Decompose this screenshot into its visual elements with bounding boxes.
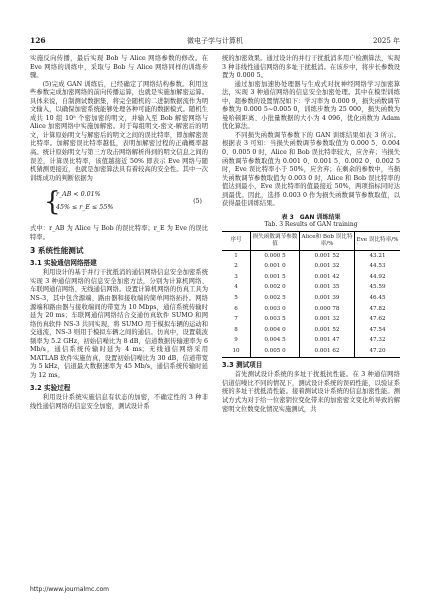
- table-caption-zh: 表 3 GAN 训练结果: [281, 213, 341, 221]
- table-cell: 3: [234, 273, 238, 280]
- table-cell: 45.59: [355, 283, 401, 294]
- footer-url[interactable]: http://www.journalmc.com: [30, 586, 109, 593]
- table-cell: 0.001 52: [300, 325, 355, 336]
- gan-results-table: [222, 231, 400, 358]
- page-number: 126: [30, 36, 46, 45]
- table-header-index: 序号: [222, 231, 251, 250]
- table-cell: 0.000 78: [300, 304, 355, 315]
- table-cell: 0.001 39: [300, 293, 355, 304]
- table-cell: 0.001 32: [300, 314, 355, 325]
- table-caption-en: Tab. 3 Results of GAN training: [264, 221, 358, 229]
- table-row: [222, 283, 400, 294]
- left-paragraph-2: (5)完成 GAN 训练后，已经确定了网络结构参数。利用这些参数完成加密网络的前向传播运算，也就是实施加解密运算。具体来说，自制测试数据集，将完全随机的二进制数据流作为明文输入，以确保加密系统能够处理各种可能的数据模式。随机生成共 10 组 10⁵ 个密加密的明文，并输入至 Bob 解密网络与 Alice 加密网络中实施加解密。对于每组明文-密文-解密后的明文，计算原始明文与解密后的明文之间的误比特率，即加解密误比特率。加解密误比特率越低，表明加解密过程的正确概率越高。统计原始明文与第三方攻击网络解析得到的明文信息之间的误差，计算误比特率，该值越接近 50% 即表示 Eve 网络与随机猜测更接近，也就是加密算法具有着较高的安全性。其中一次训练成功的判断依据为: [30, 80, 208, 182]
- table-row: [222, 293, 400, 304]
- table-cell: 9: [234, 337, 238, 344]
- table-cell: 0.002 5: [251, 293, 300, 304]
- equation-condition-1: r_AB < 0.01%: [56, 191, 101, 199]
- table-row: [222, 261, 400, 272]
- table-cell: 1: [234, 252, 238, 259]
- table-cell: 0.001 35: [300, 283, 355, 294]
- table-header-eve-ber: Eve 误比特率/%: [355, 231, 401, 250]
- table-cell: 43.21: [355, 250, 401, 261]
- table-cell: 0.004 0: [251, 325, 300, 336]
- table-cell: 0.000 5: [251, 250, 300, 261]
- table-cell: 0.002 0: [251, 283, 300, 294]
- table-row: [222, 272, 400, 283]
- equation-5: [30, 186, 208, 222]
- table-cell: 44.92: [355, 272, 401, 283]
- table-row: [222, 325, 400, 336]
- table-cell: 47.62: [355, 314, 401, 325]
- table-cell: 0.001 5: [251, 272, 300, 283]
- table-cell: 44.53: [355, 261, 401, 272]
- table-cell: 47.82: [355, 304, 401, 315]
- table-caption: [222, 214, 400, 229]
- table-cell: 0.001 42: [300, 272, 355, 283]
- table-row: [222, 336, 400, 347]
- section-heading-3: 3 系统性能测试: [30, 246, 84, 256]
- table-header-param: 损失函数调节参数值: [251, 231, 300, 250]
- table-cell: 0.003 5: [251, 314, 300, 325]
- left-brace: {: [44, 187, 61, 218]
- table-cell: 6: [234, 305, 238, 312]
- left-paragraph-5: 利用设计系统实施信息有状态的加密，不确定性的 3 种非线性通信网络的信息安全加密，测试设计系: [30, 394, 208, 410]
- table-row: [222, 304, 400, 315]
- journal-title: 微电子学与计算机: [187, 37, 243, 45]
- table-header-ab-ber: Alice和 Bob 误比特率/%: [300, 231, 355, 250]
- equation-condition-2: 45% ≤ r_E ≤ 55%: [56, 204, 114, 212]
- table-cell: 4: [234, 284, 238, 291]
- right-paragraph-1: 统的加密效果。通过设计的并行干扰抵消多用户检测算法，实现 3 种非线性通信网络的多址干扰抵消。在该步中，将步长参数设置为 0.000 5。: [222, 55, 400, 80]
- table-cell: 0.001 47: [300, 336, 355, 347]
- table-cell: 5: [234, 295, 238, 302]
- table-cell: 0.005 0: [251, 346, 300, 357]
- table-cell: 7: [234, 316, 238, 323]
- journal-year: 2025 年: [372, 37, 400, 45]
- table-header-row: [222, 231, 400, 250]
- table-cell: 0.001 0: [251, 261, 300, 272]
- left-paragraph-1: 实施反向传播，最后实现 Bob 与 Alice 网络参数的修改。在 Eve 网络的训练中，采取与 Bob 与 Alice 网络同样的训练步骤。: [30, 55, 208, 80]
- table-cell: 2: [234, 263, 238, 270]
- left-column: [30, 55, 208, 411]
- right-paragraph-2: 通过加密加速协处理器与生成式对抗神经网络学习加密算法，实现 3 种通信网络的信息安全加密处理。其中在模型训练中，超参数的设置情况如下：学习率为 0.000 9，损失函数调节参数为 0.000 5~0.005 0，训练步数为 25 000，损失函数为曼哈顿距离、小批量数据的大小为 4 096，优化函数为 Adam 优化算法。: [222, 80, 400, 131]
- table-cell: 47.54: [355, 325, 401, 336]
- header-rule: [30, 49, 400, 50]
- running-header: [30, 36, 400, 49]
- right-column: [222, 55, 400, 414]
- table-cell: 0.003 0: [251, 304, 300, 315]
- equation-number: (5): [193, 198, 202, 206]
- table-row: [222, 346, 400, 357]
- table-cell: 47.32: [355, 336, 401, 347]
- table-cell: 46.45: [355, 293, 401, 304]
- table-cell: 0.001 32: [300, 261, 355, 272]
- left-paragraph-4: 利用设计的基于并行干扰抵消的通信网络信息安全加密系统实现 3 种通信网络的信息安全加密方法，分别为计算机网络、车联网通信网络、无线通信网络。设置计算机网络的仿真工具为 NS-3，其中包含源端、路由器和接收端的简单网络拓扑。网络源端和路由器与接收端间的带宽为 10 Mbps，通信系统传输时延为 20 ms；车联网通信网络结合交通仿真软件 SUMO 和网络仿真软件 NS-3 共同实现，将 SUMO 用于模拟车辆的运动和交通流，NS-3 则用于模拟车辆之间的通信。仿真中，设置载波频率为 5.2 GHz，初始信噪比为 8 dB，信道数据传输速率为 6 Mb/s，通信系统传输时延为 4 ms；无线通信网络采用 MATLAB 软件实施仿真，设置初始信噪比为 30 dB，信道带宽为 5 kHz，信道最大数据速率为 45 Mb/s，通信系统传输时延为 12 ms。: [30, 269, 208, 379]
- right-paragraph-4: 首先测试设计系统的多址干扰抵抗性能。在 3 种通信网络信道信噪比不同的情况下，测试设计系统的误码性能，以验证系统的多址干扰抵消性能。接着测试设计系统的信息加密性能。测试方式为对于给一位密钥位变化带来的加密密文变化所导致的解密明文位数变化情况实施测试，共: [222, 371, 400, 413]
- table-cell: 0.004 5: [251, 336, 300, 347]
- table-cell: 47.20: [355, 346, 401, 357]
- right-paragraph-3: 不同损失函数调节参数下的 GAN 训练结果如表 3 所示。根据表 3 可知：当损失函数调节参数取值为 0.000 5、0.004 0、0.005 0 时，Alice 和 Bob 误比特率较大，应舍弃；当损失函数调节参数取值为 0.001 0、0.001 5、0.002 0、0.002 5 时，Eve 误比特率小于 50%，应舍弃；在剩余的参数中，当损失函数调节参数取值为 0.003 0 时，Alice 和 Bob 误比特率的值达到最小，Eve 误比特率的值最接近 50%，两项指标同时达到最优。因此，选择 0.003 0 作为损失函数调节参数取值，以获得最佳训练结果。: [222, 131, 400, 208]
- section-heading-3-2: 3.2 实验过程: [30, 383, 71, 392]
- section-heading-3-1: 3.1 实验通信网络搭建: [30, 258, 97, 267]
- table-row: [222, 314, 400, 325]
- table-cell: 10: [222, 346, 251, 357]
- section-heading-3-3: 3.3 测试项目: [222, 360, 263, 369]
- table-cell: 0.001 62: [300, 346, 355, 357]
- table-cell: 0.001 52: [300, 250, 355, 261]
- table-cell: 8: [234, 326, 238, 333]
- table-row: [222, 250, 400, 261]
- left-paragraph-3: 式中：r_AB 为 Alice 与 Bob 的误比特率；r_E 为 Eve 的误比特率。: [30, 225, 208, 241]
